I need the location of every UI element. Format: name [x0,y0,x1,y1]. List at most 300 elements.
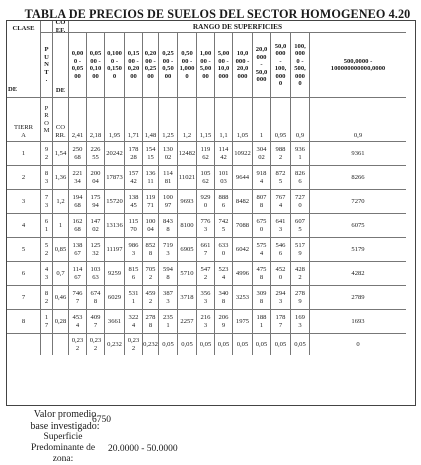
row-9-value-8-line: 0,05 [199,340,212,348]
row-7-value-2-line: 674 [90,290,101,297]
subheader-value-8-line: 1,15 [199,131,212,139]
row-7-value-7-line: 3718 [180,293,194,301]
row-4-value-5-line: 100 [145,218,156,225]
header-range-7-line: 0 [185,72,189,80]
row-3-value-6 [158,189,177,213]
row-9-value-7 [177,333,196,355]
row-6-value-6-line: 8 [166,273,170,281]
row-4-value-11-line: 0 [259,225,264,233]
header-range-6 [158,32,177,97]
row-6-value-11-line: 475 [256,266,267,273]
row-7-coef [52,285,68,309]
header-punto-line: . [45,76,48,84]
row-2-value-4 [124,165,142,189]
subheader-tierra-line: TIERR [13,124,34,131]
subheader-value-10 [232,97,252,141]
row-1-value-7-line: 12482 [178,149,196,157]
row-9-value-4 [124,333,142,355]
row-1-value-13-line: 1 [298,153,302,161]
row-9-value-3 [104,333,124,355]
header-range-8-line: 00 - [200,57,211,65]
row-9-value-1 [68,333,86,355]
row-7-value-12-line: 3 [278,297,283,305]
row-8-value-4-line: 322 [128,314,139,321]
row-1-value-9-line: 42 [220,153,227,161]
row-2-value-8-line: 105 [200,170,211,177]
header-range-13-line: 500, [294,65,306,72]
superficie-value: 20.0000 - 50.0000 [108,444,178,454]
row-1-value-12-line: 988 [275,146,286,153]
row-5-value-1-line: 67 [74,249,81,257]
row-5-value-8-line: 7 [203,249,208,257]
row-1-promedio-line: 9 [44,146,49,153]
row-4-value-2 [86,213,104,237]
row-7-value-11-line: 8 [259,297,264,305]
header-range-10-line: 000 - [235,57,250,65]
row-8-value-5 [142,309,158,333]
subheader-tierra [6,97,40,141]
row-3-value-2-line: 175 [90,194,101,201]
row-9-value-5 [142,333,158,355]
header-range-8-line: 5,00 [199,65,212,72]
row-2-value-12 [270,165,290,189]
row-7-value-5-line: 459 [145,290,156,297]
row-6-value-13 [290,261,309,285]
row-6-value-14-line: 4282 [351,269,365,277]
row-7-promedio-line: 2 [44,297,49,305]
row-4-value-8 [196,213,214,237]
row-9-value-8 [196,333,214,355]
header-range-4-line: 0,20 [127,65,140,72]
row-5-clase-line: 5 [21,245,26,253]
header-range-7-line: 0,50 [181,50,193,57]
row-5-value-12-line: 546 [275,242,286,249]
header-range-6-line: 0,50 [162,65,174,72]
row-8-promedio-line: 1 [44,314,49,321]
row-1-value-9-line: 114 [218,146,229,153]
header-range-9-line: 5,00 [217,50,230,57]
row-8-value-5-line: 8 [148,321,153,329]
row-7-value-4 [124,285,142,309]
row-7-clase-line: 7 [21,293,26,301]
row-4-value-13-line: 607 [295,218,305,225]
row-9-value-13 [290,333,309,355]
row-4-value-9-line: 5 [221,225,226,233]
row-3-coef [52,189,68,213]
subheader-value-14 [309,97,406,141]
header-range-4 [124,32,142,97]
row-1-value-10-line: 10922 [234,149,251,157]
row-2-value-12-line: 5 [278,177,283,185]
header-punto-line: U [44,53,49,61]
row-4-value-6-line: 8 [166,225,170,233]
row-2-value-6 [158,165,177,189]
row-2-value-11-line: 4 [259,177,264,185]
row-6-value-6-line: 594 [163,266,173,273]
row-8-value-2 [86,309,104,333]
row-3-value-13 [290,189,309,213]
subheader-promedio-line: R [44,112,49,119]
row-1-value-6-line: 130 [163,146,173,153]
row-9-value-3-line: 0,232 [107,340,122,348]
row-9-value-4-line: 2 [131,344,136,352]
header-range-5-line: 0,20 [144,50,157,57]
subheader-value-5-line: 1,48 [144,131,157,139]
superficie-label-line-2: Predominante de [30,443,96,453]
header-range-14-line: 500,0000 - [343,57,373,65]
row-5-value-4-line: 3 [131,249,136,257]
row-2-value-5-line: 11 [147,177,154,185]
row-4-value-5-line: 04 [147,225,154,233]
row-6-promedio [40,261,52,285]
row-8-value-6-line: 235 [163,314,173,321]
row-4-value-11-line: 675 [256,218,267,225]
row-2-value-12-line: 872 [275,170,286,177]
header-clase-line: CLASE [12,25,35,32]
subheader-value-2-line: 2,18 [89,131,102,139]
row-4-promedio-line: 1 [44,225,49,233]
row-7-value-4-line: 1 [131,297,136,305]
header-range-2-line: 0,05 [89,50,102,57]
row-2-value-9-line: 101 [218,170,229,177]
subheader-value-11 [252,97,270,141]
row-8-value-12-line: 178 [275,314,286,321]
header-punto [40,32,52,97]
row-8-value-5-line: 278 [145,314,156,321]
row-7-promedio-line: 8 [44,290,49,297]
header-range-13-line: 000 [295,50,305,57]
header-range-1-line: 0,00 [71,50,84,57]
row-6-value-10 [232,261,252,285]
row-5-coef-line: 0,85 [54,245,67,253]
subheader-value-7 [177,97,196,141]
row-1-value-1-line: 68 [74,153,81,161]
row-6-value-7-line: 5710 [180,269,194,277]
row-8-promedio [40,309,52,333]
header-range-12-line: 0 [278,80,283,87]
row-1-value-13 [290,141,309,165]
row-3-value-13-line: 0 [298,201,302,209]
row-6-value-12-line: 452 [275,266,286,273]
row-7-value-3-line: 6029 [107,293,122,301]
row-3-value-6-line: 100 [163,194,173,201]
row-8-value-7 [177,309,196,333]
row-7-value-1 [68,285,86,309]
row-6-value-9-line: 4 [221,273,226,281]
header-range-4-line: 00 - [128,57,139,65]
row-5-value-5-line: 852 [145,242,156,249]
row-6-clase [6,261,40,285]
row-3-value-1-line: 194 [72,194,83,201]
row-5-clase [6,237,40,261]
row-1-promedio [40,141,52,165]
row-1-value-2-line: 226 [90,146,101,153]
row-6-value-8 [196,261,214,285]
header-range-13-line: 0 - [296,57,304,65]
row-3-value-11-line: 807 [256,194,267,201]
row-8-coef [52,309,68,333]
row-1-value-11 [252,141,270,165]
row-7-value-10 [232,285,252,309]
row-3-value-10-line: 8482 [235,197,250,205]
row-6-value-1-line: 67 [74,273,81,281]
row-6-value-2-line: 63 [92,273,99,281]
header-range-10-line: 20,0 [236,65,249,72]
row-5-value-2 [86,237,104,261]
row-4-clase [6,213,40,237]
row-6-value-8-line: 2 [203,273,208,281]
row-3-value-13-line: 727 [295,194,305,201]
row-5-value-2-line: 32 [92,249,99,257]
row-8-value-11-line: 188 [256,314,267,321]
header-range-13-line: 0 [298,80,302,87]
row-7-value-6 [158,285,177,309]
header-range-9-line: 000 [218,72,229,80]
row-3-coef-line: 1,2 [56,197,65,205]
row-3-value-11 [252,189,270,213]
row-6-value-6 [158,261,177,285]
header-range-8 [196,32,214,97]
subheader-promedio-line: O [44,119,49,127]
row-7-value-8-line: 356 [200,290,211,297]
row-3-value-5-line: 71 [147,201,154,209]
row-3-value-9 [214,189,232,213]
header-range-2-line: 0,10 [89,65,102,72]
valor-label-line-2: base investigado: [30,421,100,432]
row-8-coef-line: 0,28 [54,317,67,325]
header-range-10 [232,32,252,97]
subheader-value-12-line: 0,95 [274,131,287,139]
row-1-coef [52,141,68,165]
header-range-2-line: 00 - [90,57,101,65]
row-4-value-8-line: 3 [203,225,208,233]
header-range-6-line: 00 [164,72,172,80]
row-7-value-9-line: 340 [218,290,229,297]
row-8-value-1 [68,309,86,333]
row-5-promedio [40,237,52,261]
row-5-value-4-line: 986 [128,242,139,249]
row-4-value-12 [270,213,290,237]
row-3-value-4-line: 138 [128,194,139,201]
row-9-value-5-line: 0,232 [143,340,158,348]
row-4-value-8-line: 776 [200,218,211,225]
row-8-value-13-line: 3 [298,321,302,329]
row-6-value-9 [214,261,232,285]
row-2-value-3-line: 17873 [106,173,123,181]
row-3-value-3 [104,189,124,213]
header-range-1-line: 00 [74,72,81,80]
row-9-value-10 [232,333,252,355]
subheader-value-5 [142,97,158,141]
row-8-value-8-line: 3 [203,321,208,329]
row-7-value-8-line: 3 [203,297,208,305]
header-range-12-line: 100, [274,65,287,72]
row-8-value-6-line: 1 [166,321,170,329]
row-8-value-3 [104,309,124,333]
row-4-value-9-line: 742 [218,218,229,225]
row-1-value-11-line: 02 [258,153,265,161]
row-5-promedio-line: 2 [44,249,49,257]
subheader-value-3-line: 1,95 [108,131,121,139]
row-4-value-4-line: 115 [128,218,139,225]
row-7-value-2 [86,285,104,309]
header-punto-line: P [44,46,49,54]
subheader-value-12 [270,97,290,141]
row-6-coef [52,261,68,285]
row-6-value-3 [104,261,124,285]
row-2-value-13-line: 826 [295,170,305,177]
row-6-value-1-line: 114 [72,266,83,273]
row-2-value-9-line: 03 [220,177,227,185]
row-8-value-14 [309,309,406,333]
header-range-9-line: 10,0 [217,65,230,72]
row-1-clase-line: 1 [21,149,26,157]
row-2-value-2-line: 200 [90,170,101,177]
row-5-value-6-line: 719 [163,242,173,249]
row-3-promedio [40,189,52,213]
header-range-12 [270,32,290,97]
row-1-value-3 [104,141,124,165]
header-range-12-line: - [279,57,282,65]
row-1-clase [6,141,40,165]
subheader-value-10-line: 1,05 [236,131,249,139]
row-5-value-5-line: 8 [148,249,153,257]
row-8-value-11 [252,309,270,333]
row-4-value-12-line: 3 [278,225,283,233]
row-6-value-2-line: 103 [90,266,101,273]
row-4-value-3 [104,213,124,237]
row-4-value-9 [214,213,232,237]
header-range-5-line: 00 - [145,57,156,65]
row-3-value-4 [124,189,142,213]
row-1-value-1-line: 250 [72,146,83,153]
subheader-promedio-line: M [43,127,50,134]
row-6-value-1 [68,261,86,285]
row-9-value-6 [158,333,177,355]
row-3-value-14-line: 7270 [351,197,365,205]
header-range-4-line: 00 [130,72,137,80]
row-3-value-11-line: 8 [259,201,264,209]
row-9-value-11 [252,333,270,355]
row-7-clase [6,285,40,309]
row-5-value-1 [68,237,86,261]
row-9-coef [52,333,68,355]
row-6-value-4-line: 815 [128,266,139,273]
row-2-value-13-line: 6 [298,177,302,185]
row-7-value-1-line: 746 [72,290,83,297]
row-2-value-10 [232,165,252,189]
row-8-value-8-line: 216 [200,314,211,321]
row-1-value-1 [68,141,86,165]
row-7-value-3 [104,285,124,309]
row-7-value-11 [252,285,270,309]
row-7-value-14 [309,285,406,309]
row-2-value-14 [309,165,406,189]
row-1-value-12 [270,141,290,165]
row-9-promedio [40,333,52,355]
row-4-value-1 [68,213,86,237]
subheader-value-13-line: 0,9 [295,131,305,139]
row-5-value-9 [214,237,232,261]
header-range-14 [309,32,406,97]
header-range-13 [290,32,309,97]
row-2-value-9 [214,165,232,189]
row-7-value-5 [142,285,158,309]
row-8-value-13-line: 169 [295,314,305,321]
row-5-value-14 [309,237,406,261]
row-5-value-11 [252,237,270,261]
row-5-value-1-line: 138 [72,242,83,249]
row-9-value-1-line: 2 [75,344,80,352]
header-range-8-line: 00 [202,72,209,80]
header-range-11-line: 20,0 [255,46,268,54]
row-6-value-13-line: 428 [295,266,305,273]
row-2-value-14-line: 8266 [351,173,365,181]
row-9-value-9 [214,333,232,355]
row-7-value-14-line: 2789 [351,293,365,301]
row-2-value-8-line: 62 [202,177,209,185]
header-range-7-line: 00 - [181,57,193,65]
row-2-value-10-line: 9644 [235,173,250,181]
header-range-3-line: 0 - [110,57,119,65]
row-7-value-11-line: 309 [256,290,267,297]
row-2-coef-line: 1,36 [54,173,67,181]
row-8-value-1-line: 4 [75,321,80,329]
row-4-value-14 [309,213,406,237]
subheader-value-6 [158,97,177,141]
row-1-value-8-line: 119 [200,146,211,153]
row-5-value-5 [142,237,158,261]
row-1-value-6 [158,141,177,165]
row-7-value-7 [177,285,196,309]
row-4-value-14-line: 6075 [351,221,365,229]
row-4-value-3-line: 13136 [106,221,123,229]
row-3-value-1-line: 68 [74,201,81,209]
row-5-value-12 [270,237,290,261]
row-5-value-12-line: 6 [278,249,283,257]
subheader-value-4 [124,97,142,141]
header-range-8-line: 1,00 [199,50,212,57]
row-8-value-8 [196,309,214,333]
row-1-value-12-line: 2 [278,153,283,161]
row-9-value-12 [270,333,290,355]
header-range-7 [177,32,196,97]
row-4-value-7-line: 8100 [180,221,194,229]
row-2-value-11 [252,165,270,189]
subheader-value-1-line: 2,41 [71,131,84,139]
header-range-3-line: 0 [112,72,117,80]
row-8-value-6 [158,309,177,333]
subheader-value-4-line: 1,71 [127,131,140,139]
row-2-value-6-line: 114 [163,170,173,177]
row-7-value-9 [214,285,232,309]
row-8-promedio-line: 7 [44,321,49,329]
row-6-value-8-line: 547 [200,266,211,273]
row-3-value-9-line: 888 [218,194,229,201]
row-9-value-6-line: 0,05 [162,340,174,348]
row-5-value-7-line: 6905 [180,245,194,253]
row-4-value-2-line: 147 [90,218,101,225]
row-8-value-9 [214,309,232,333]
row-7-value-6-line: 387 [163,290,173,297]
row-7-value-13 [290,285,309,309]
header-range-11-line: 000 [256,76,267,84]
row-9-value-9-line: 0,05 [217,340,230,348]
row-6-promedio-line: 4 [44,266,49,273]
row-5-value-4 [124,237,142,261]
row-2-value-4-line: 42 [130,177,137,185]
subheader-coef-line: CO [55,124,66,131]
